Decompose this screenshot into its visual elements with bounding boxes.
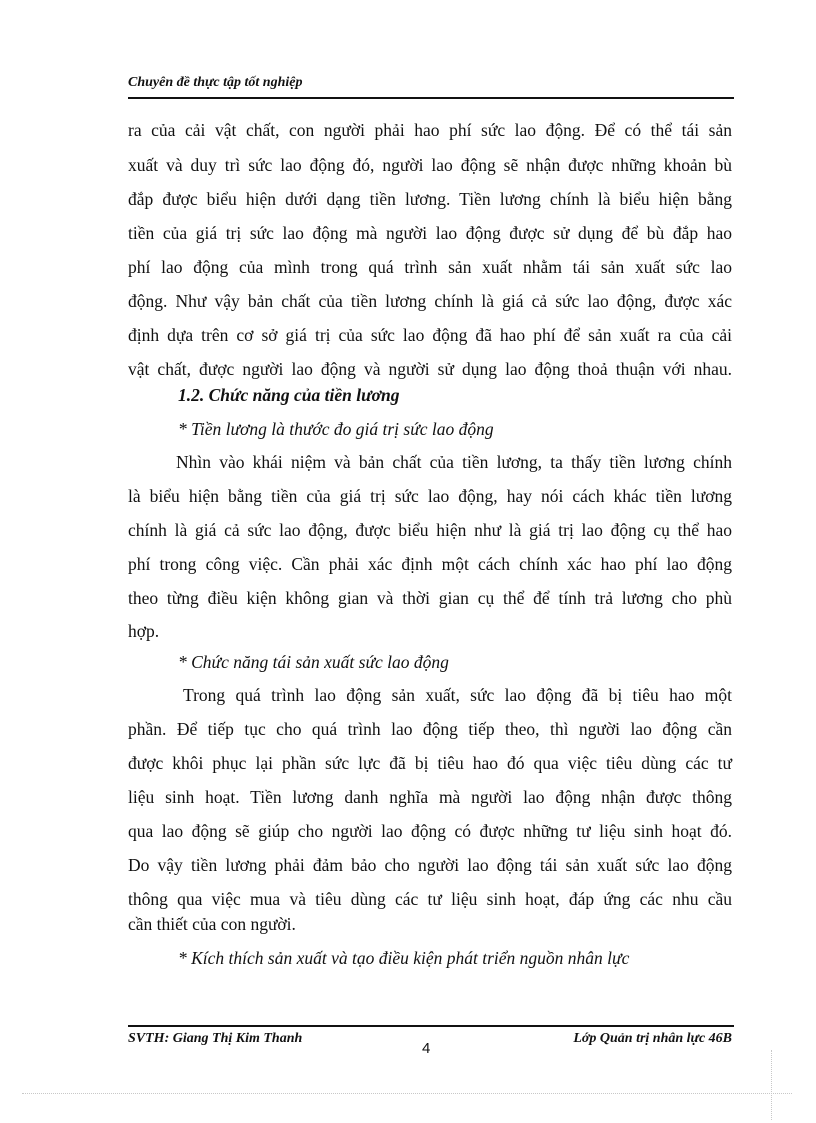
text-line: tiền của giá trị sức lao động mà người lao động được sử dụng để bù đắp hao: [128, 223, 732, 243]
footer-student: SVTH: Giang Thị Kim Thanh: [128, 1031, 303, 1046]
text-line: phí lao động của mình trong quá trình sản xuất nhằm tái sản xuất sức lao: [128, 257, 732, 277]
page-boundary-vertical: [771, 1050, 772, 1120]
subheading-reproduction: * Chức năng tái sản xuất sức lao động: [178, 652, 449, 672]
text-line: phần. Để tiếp tục cho quá trình lao động tiếp theo, thì người lao động cần: [128, 719, 732, 739]
footer-class: Lớp Quản trị nhân lực 46B: [573, 1031, 732, 1046]
text-line: Do vậy tiền lương phải đảm bảo cho người lao động tái sản xuất sức lao động: [128, 855, 732, 875]
subheading-measure: * Tiền lương là thước đo giá trị sức lao động: [178, 419, 494, 439]
text-line: liệu sinh hoạt. Tiền lương danh nghĩa mà người lao động nhận được thông: [128, 787, 732, 807]
footer-rule: [128, 1025, 734, 1027]
text-line: hợp.: [128, 621, 160, 641]
header-title: Chuyên đề thực tập tốt nghiệp: [128, 75, 303, 90]
text-line: cần thiết của con người.: [128, 914, 296, 934]
page-number: 4: [422, 1040, 431, 1057]
text-line: định dựa trên cơ sở giá trị của sức lao động đã hao phí để sản xuất ra của cải: [128, 325, 732, 345]
text-line: ra của cải vật chất, con người phải hao phí sức lao động. Để có thể tái sản: [128, 120, 732, 140]
text-line: qua lao động sẽ giúp cho người lao động có được những tư liệu sinh hoạt đó.: [128, 821, 732, 841]
subheading-stimulation: * Kích thích sản xuất và tạo điều kiện phát triển nguồn nhân lực: [178, 948, 630, 968]
text-line: chính là giá cả sức lao động, được biểu hiện như là giá trị lao động cụ thể hao: [128, 520, 732, 540]
text-line: đắp được biểu hiện dưới dạng tiền lương. Tiền lương chính là biểu hiện bằng: [128, 189, 732, 209]
text-line: theo từng điều kiện không gian và thời gian cụ thể để tính trả lương cho phù: [128, 588, 732, 608]
text-line: động. Như vậy bản chất của tiền lương chính là giá cả sức lao động, được xác: [128, 291, 732, 311]
header-rule: [128, 97, 734, 99]
page-boundary-horizontal: [22, 1093, 792, 1094]
text-line: phí trong công việc. Cần phải xác định một cách chính xác hao phí lao động: [128, 554, 732, 574]
text-line: là biểu hiện bằng tiền của giá trị sức lao động, hay nói cách khác tiền lương: [128, 486, 732, 506]
text-line: vật chất, được người lao động và người sử dụng lao động thoả thuận với nhau.: [128, 359, 732, 379]
text-line: Nhìn vào khái niệm và bản chất của tiền lương, ta thấy tiền lương chính: [176, 452, 732, 472]
section-heading: 1.2. Chức năng của tiền lương: [178, 385, 400, 405]
text-line: xuất và duy trì sức lao động đó, người lao động sẽ nhận được những khoản bù: [128, 155, 732, 175]
text-line: được khôi phục lại phần sức lực đã bị tiêu hao đó qua việc tiêu dùng các tư: [128, 753, 732, 773]
text-line: thông qua việc mua và tiêu dùng các tư liệu sinh hoạt, đáp ứng các nhu cầu: [128, 889, 732, 909]
text-line: Trong quá trình lao động sản xuất, sức lao động đã bị tiêu hao một: [183, 685, 732, 705]
